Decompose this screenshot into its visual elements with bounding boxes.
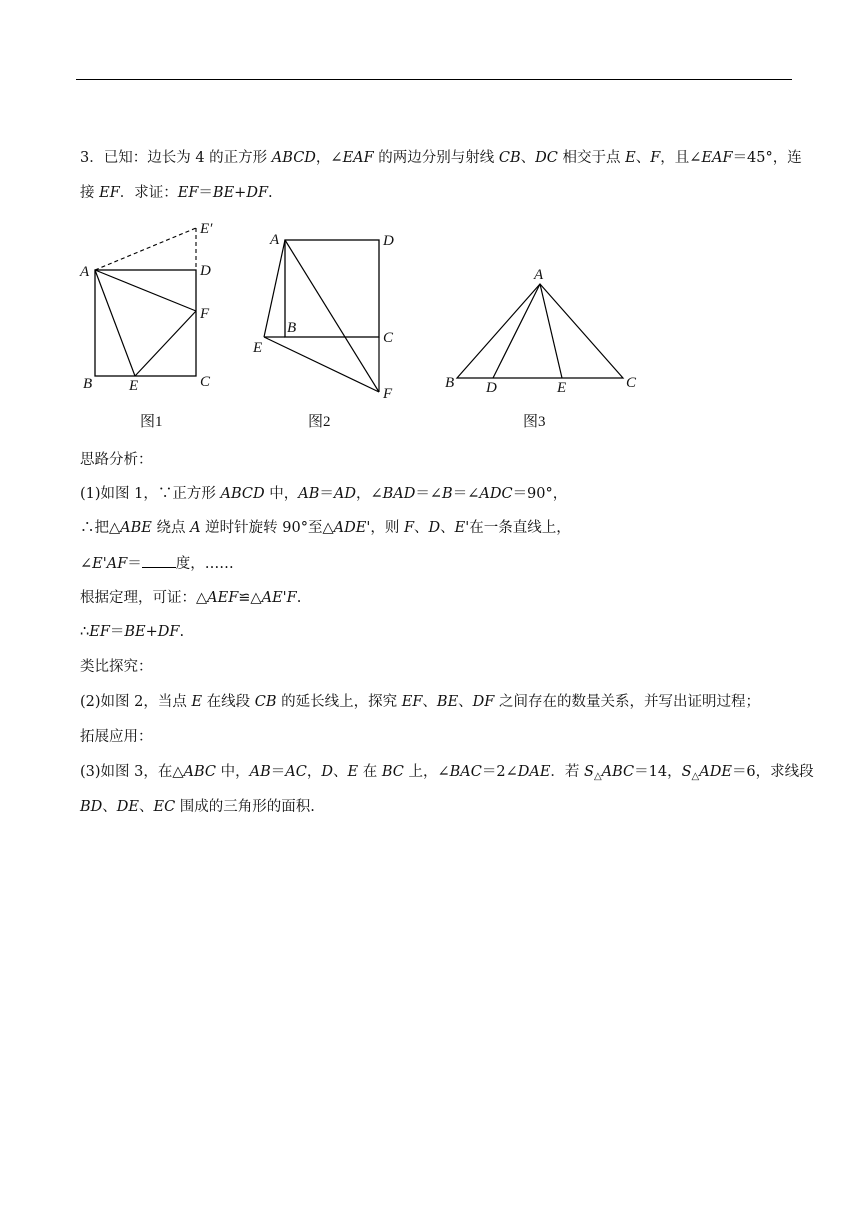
fig2-label-b: B xyxy=(287,320,297,336)
fig1-label-a: A xyxy=(80,264,90,280)
figure-2 xyxy=(252,232,394,430)
fig1-square xyxy=(95,270,196,376)
fig2-label-a: A xyxy=(270,232,280,248)
problem-number: 3． xyxy=(80,150,104,166)
fig1-dashed-ae xyxy=(95,228,196,270)
fig3-ae xyxy=(540,284,562,378)
extension-line-1: (3)如图 3，在△ABC 中，AB＝AC，D、E 在 BC 上，∠BAC＝2∠DAE．若 $S_\triangle ABC=14$，$S_\triangle ADE=6$，求线段 xyxy=(80,764,814,782)
fig1-label-f: F xyxy=(200,306,210,322)
fig2-label-c: C xyxy=(383,330,394,346)
analysis-line-5: ∴EF＝BE+DF. xyxy=(80,624,185,640)
fig2-label-f: F xyxy=(383,386,393,402)
fig2-ae xyxy=(264,240,285,337)
fig1-label-b: B xyxy=(83,376,93,392)
header-rule xyxy=(76,79,792,80)
problem-line-2: 接 EF．求证：EF＝BE+DF. xyxy=(80,185,273,201)
analogy-line-1: (2)如图 2，当点 E 在线段 CB 的延长线上，探究 EF、BE、DF 之间存在的数量关系，并写出证明过程； xyxy=(80,694,760,710)
fig3-label-a: A xyxy=(534,267,544,283)
fig2-label-e: E xyxy=(253,340,263,356)
fig1-af xyxy=(95,270,196,311)
fig3-label-e: E xyxy=(557,380,567,396)
figures xyxy=(0,210,868,470)
fig1-label-e: E xyxy=(129,378,139,394)
fig1-caption: 图1 xyxy=(140,414,163,430)
fig3-label-d: D xyxy=(486,380,497,396)
fig3-ad xyxy=(493,284,540,378)
fig1-ae xyxy=(95,270,135,376)
fig1-ef xyxy=(135,311,196,376)
problem-line-1: 3．已知：边长为 4 的正方形 ABCD，∠EAF 的两边分别与射线 CB、DC 相交于点 E、F，且∠EAF＝45°，连 xyxy=(80,150,802,166)
fig2-caption: 图2 xyxy=(308,414,331,430)
analysis-heading: 思路分析： xyxy=(80,452,153,468)
figure-3 xyxy=(445,267,637,430)
fig3-label-b: B xyxy=(445,375,455,391)
analysis-line-1: (1)如图 1，∵正方形 ABCD 中，AB＝AD，∠BAD＝∠B＝∠ADC＝90°， xyxy=(80,486,568,502)
extension-line-2: BD、DE、EC 围成的三角形的面积. xyxy=(80,799,315,815)
analysis-line-3: ∠E'AF＝ 度，…… xyxy=(80,553,234,574)
figure-1 xyxy=(79,221,213,430)
analysis-line-4: 根据定理，可证：△AEF≌△AE'F. xyxy=(80,590,302,606)
answer-blank[interactable] xyxy=(142,553,176,568)
fig3-caption: 图3 xyxy=(523,414,546,430)
analysis-line-2: ∴把△ABE 绕点 A 逆时针旋转 90°至△ADE'，则 F、D、E'在一条直线上， xyxy=(80,520,571,536)
fig1-label-eprime: E′ xyxy=(200,221,213,237)
fig2-label-d: D xyxy=(383,233,394,249)
fig3-triangle xyxy=(457,284,623,378)
analogy-heading: 类比探究： xyxy=(80,659,153,675)
extension-heading: 拓展应用： xyxy=(80,729,153,745)
fig2-square xyxy=(285,240,379,337)
fig3-label-c: C xyxy=(626,375,637,391)
fig1-label-d: D xyxy=(200,263,211,279)
fig1-label-c: C xyxy=(200,374,211,390)
